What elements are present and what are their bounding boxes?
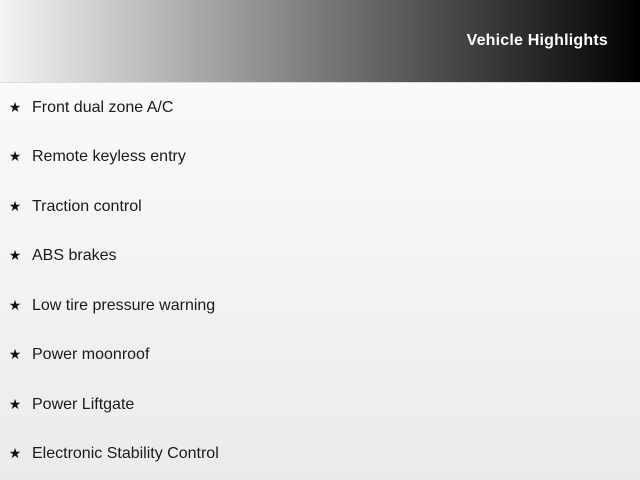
- star-icon: ★: [8, 445, 22, 462]
- list-item: [0, 380, 640, 430]
- star-icon: ★: [8, 296, 22, 313]
- list-item: [0, 232, 640, 282]
- highlights-list: [0, 83, 640, 479]
- star-icon: ★: [8, 197, 22, 214]
- list-item-label: ABS brakes: [32, 247, 117, 265]
- list-item-label: Remote keyless entry: [32, 148, 186, 166]
- list-item: [0, 430, 640, 480]
- list-item: [0, 331, 640, 381]
- star-icon: ★: [8, 148, 22, 165]
- list-item-label: Power Liftgate: [32, 395, 135, 413]
- star-icon: ★: [8, 247, 22, 264]
- list-item-label: Low tire pressure warning: [32, 296, 216, 314]
- list-item: [0, 281, 640, 331]
- list-item-label: Power moonroof: [32, 346, 150, 364]
- star-icon: ★: [8, 395, 22, 412]
- star-icon: ★: [8, 346, 22, 363]
- list-item-label: Front dual zone A/C: [32, 98, 174, 116]
- star-icon: ★: [8, 98, 22, 115]
- list-item-label: Electronic Stability Control: [32, 445, 219, 463]
- page-title: Vehicle Highlights: [466, 32, 608, 49]
- list-item: [0, 83, 640, 133]
- header-banner: [0, 0, 640, 83]
- list-item-label: Traction control: [32, 197, 142, 215]
- list-item: [0, 182, 640, 232]
- list-item: [0, 133, 640, 183]
